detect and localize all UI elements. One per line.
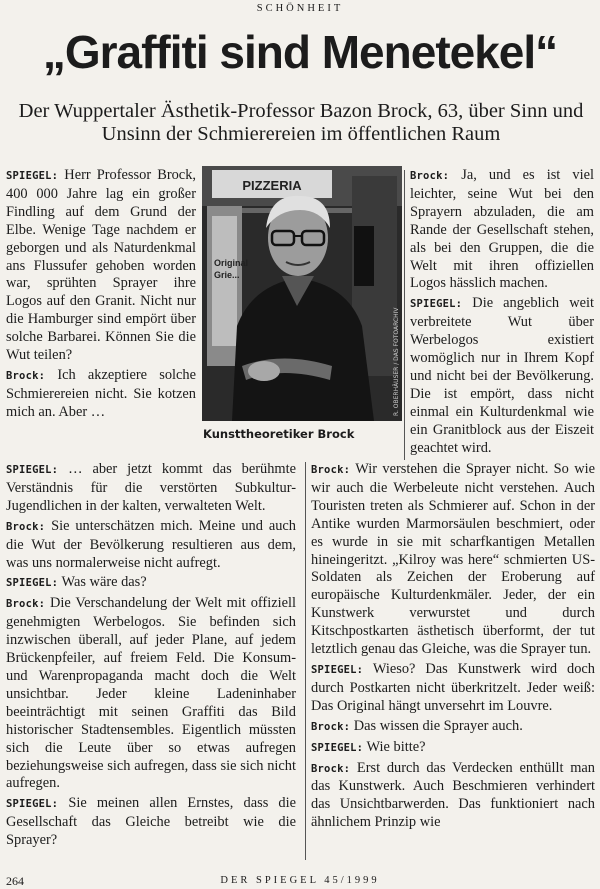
paragraph-text: Das wissen die Sprayer auch.	[353, 717, 523, 734]
paragraph-text: Wie bitte?	[366, 738, 426, 755]
paragraph	[6, 595, 296, 793]
paragraph-text: Ich akzeptiere solche Schmierereien nicht. Sie kotzen mich an. Aber …	[6, 366, 196, 420]
paragraph	[410, 295, 594, 457]
column-rule-middle	[305, 462, 306, 860]
portrait-illustration	[202, 166, 402, 421]
door-text-1: Original	[214, 258, 249, 268]
speaker-label: Brock:	[311, 720, 351, 733]
speaker-label: SPIEGEL:	[311, 663, 364, 676]
paragraph	[6, 518, 296, 573]
speaker-label: Brock:	[410, 170, 450, 182]
speaker-label: Brock:	[311, 464, 351, 476]
speaker-label: Brock:	[6, 369, 46, 382]
door-text-2: Grie...	[214, 270, 240, 280]
column-left-top	[6, 167, 196, 424]
portrait-photo	[202, 166, 402, 421]
paragraph	[410, 167, 594, 293]
speaker-label: Brock:	[311, 762, 351, 775]
speaker-label: SPIEGEL:	[6, 464, 59, 476]
paragraph-text: Wir verstehen die Sprayer nicht. So wie wir auch die Werbeleute nicht verstehen. Auch Touristen treten als Schmierer auf. Schon in der Antike wurden Marmorsäulen beschmiert, oder es wurde in sie mit scharfkantigen Metallen hineingeritzt. „Kilroy was here“ schmierten US-Soldaten als Zeichen der Eroberung auf europäische Kulturdenkmäler. Jeder, der ein Kunstwerk verwurstet und durch Kitschpostkarten ästhetisch überformt, der tut letztlich genau das Gleiche, was die Sprayer tun.	[311, 461, 596, 658]
paragraph-text: Sie unterschätzen mich. Meine und auch die Wut der Bevölkerung resultieren aus dem, was uns normalerweise nicht aufregt.	[6, 517, 296, 571]
column-left-bottom	[6, 461, 296, 852]
pizzeria-sign: PIZZERIA	[242, 178, 302, 193]
page-number: 264	[6, 874, 24, 888]
paragraph-text: Wieso? Das Kunstwerk wird doch durch Postkarten nicht überkritzelt. Jeder weiß: Das Original hängt unversehrt im Louvre.	[311, 660, 595, 714]
column-right-top	[410, 167, 594, 460]
paragraph	[6, 167, 196, 365]
paragraph	[311, 739, 595, 758]
speaker-label: SPIEGEL:	[6, 577, 59, 590]
column-right-bottom	[311, 461, 595, 834]
column-rule-right-top	[404, 170, 405, 460]
photo-caption: Kunsttheoretiker Brock	[203, 427, 355, 441]
photo-credit: R. OBERHÄUSER / DAS FOTOARCHIV	[393, 307, 400, 416]
speaker-label: SPIEGEL:	[311, 741, 364, 754]
paragraph-text: Herr Professor Brock, 400 000 Jahre lag ein großer Findling auf dem Grund der Elbe. Wenige Tage nachdem er geborgen und als Naturdenkmal ans Flussufer gehoben worden war, sprühten Sprayer ihre Logos auf den Granit. Nicht nur die Hamburger sind empört über solche Barbarei. Können Sie die Wut teilen?	[6, 167, 196, 364]
paragraph-text: Die angeblich weit verbreitete Wut über Werbelogos existiert womöglich nur in Ihrem Kopf und nicht bei der Bevölkerung. Die ist empört, dass nicht einmal ein Kulturdenkmal wie ein Granitblock aus der Eiszeit geachtet wird.	[410, 295, 594, 456]
paragraph	[311, 760, 595, 833]
subheadline: Der Wuppertaler Ästhetik-Professor Bazon Brock, 63, über Sinn und Unsinn der Schmierereien im öffentlichen Raum	[18, 100, 584, 145]
paragraph	[6, 367, 196, 422]
paragraph-text: Erst durch das Verdecken enthüllt man das Kunstwerk. Auch Beschmieren verhindert das Unsichtbarwerden. Das funktioniert nach ähnlichem Prinzip wie	[311, 759, 595, 831]
section-rubric: SCHÖNHEIT	[256, 3, 344, 14]
paragraph	[6, 461, 296, 516]
paragraph	[311, 661, 595, 716]
speaker-label: SPIEGEL:	[6, 170, 59, 182]
paragraph-text: Was wäre das?	[61, 574, 147, 591]
paragraph-text: Sie meinen allen Ernstes, dass die Gesellschaft das Gleiche betreibt wie die Sprayer?	[6, 795, 296, 849]
paragraph	[311, 718, 595, 737]
speaker-label: Brock:	[6, 598, 46, 611]
paragraph-text: Ja, und es ist viel leichter, seine Wut bei den Sprayern abzuladen, die am Rande der Gesellschaft stehen, als bei den Gruppen, die die Welt mit ihren offiziellen Logos hässlich machen.	[410, 167, 594, 292]
magazine-footer: DER SPIEGEL 45/1999	[220, 875, 380, 886]
speaker-label: SPIEGEL:	[6, 798, 59, 811]
paragraph-text: … aber jetzt kommt das berühmte Verständnis für die verstörten Subkultur-Jugendlichen in der kalten, verwalteten Welt.	[6, 461, 296, 514]
paragraph	[6, 574, 296, 593]
paragraph	[311, 461, 595, 659]
speaker-label: SPIEGEL:	[410, 298, 463, 311]
paragraph	[6, 795, 296, 850]
speaker-label: Brock:	[6, 520, 46, 533]
headline: „Graffiti sind Menetekel“	[42, 26, 558, 78]
paragraph-text: Die Verschandelung der Welt mit offiziell genehmigten Werbelogos. Sie befinden sich inzwischen überall, auf jeder Plane, auf jedem Brückenpfeiler, auf freiem Feld. Die Konsum- und Warenpropaganda macht doch die Welt unsichtbar. Jeder kleine Ladeninhaber beeinträchtigt mit seinen Graffiti das Bild historischer Stadtensembles. Eigentlich müssten sich die Leute über so etwas aufregen beziehungsweise sich aufregen, dass sie sich nicht aufregen.	[6, 595, 296, 792]
